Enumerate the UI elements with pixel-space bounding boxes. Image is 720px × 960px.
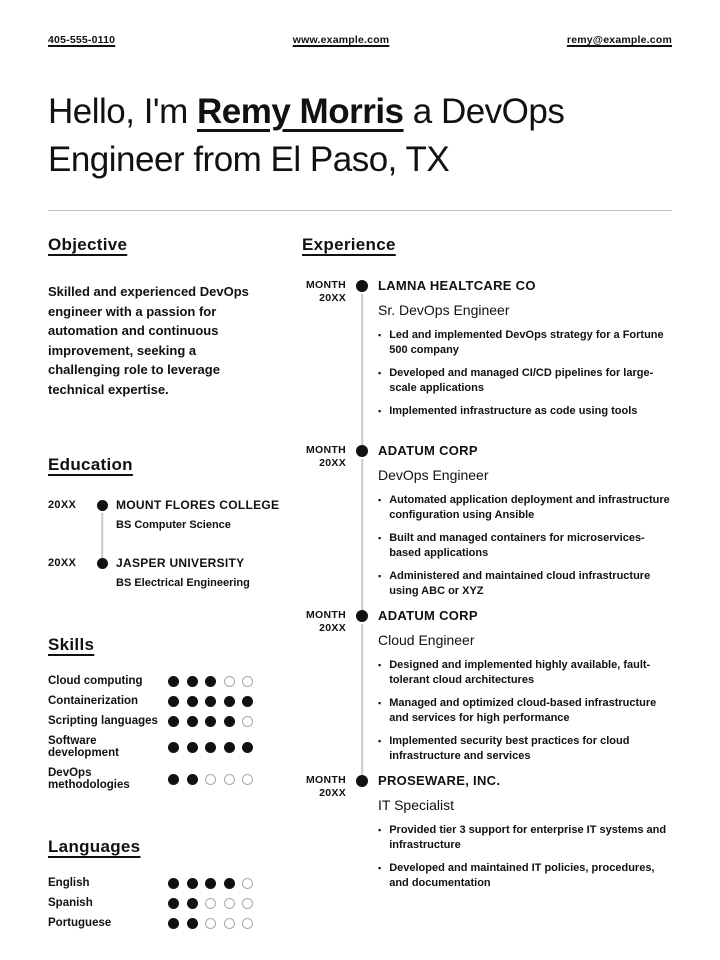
bullet-item — [378, 696, 672, 725]
bullet-text: Built and managed containers for microservices-based applications — [389, 532, 645, 559]
rating-dot-empty — [242, 676, 253, 687]
timeline-node — [346, 608, 378, 773]
experience-entry — [302, 443, 672, 608]
bullet-item — [378, 366, 672, 395]
bullet-item — [378, 493, 672, 522]
skill-row — [48, 735, 280, 759]
bullet-text: Led and implemented DevOps strategy for a Fortune 500 company — [389, 329, 664, 356]
rating-dot-filled — [187, 898, 198, 909]
rating-dot-empty — [224, 676, 235, 687]
job-bullets — [378, 823, 672, 890]
rating-dot-filled — [187, 742, 198, 753]
timeline-dot-icon — [356, 610, 368, 622]
rating-dot-empty — [224, 898, 235, 909]
rating-dot-filled — [242, 696, 253, 707]
languages-heading: Languages — [48, 837, 141, 856]
rating-dot-filled — [168, 676, 179, 687]
rating-dot-filled — [187, 696, 198, 707]
language-label: Portuguese — [48, 917, 112, 929]
experience-entry — [302, 278, 672, 443]
skill-label: Cloud computing — [48, 675, 143, 687]
job-title: DevOps Engineer — [378, 467, 489, 483]
education-entry-body — [116, 498, 280, 556]
education-date: 20XX — [48, 557, 77, 569]
job-title: Sr. DevOps Engineer — [378, 302, 510, 318]
experience-entry-body — [378, 443, 672, 608]
language-rating — [168, 918, 253, 929]
experience-entry-body — [378, 608, 672, 773]
timeline-dot-icon — [97, 558, 108, 569]
company-name: ADATUM CORP — [378, 443, 478, 458]
skill-rating — [168, 676, 253, 687]
rating-dot-empty — [205, 774, 216, 785]
website-link[interactable]: www.example.com — [292, 34, 390, 46]
rating-dot-filled — [224, 696, 235, 707]
objective-heading: Objective — [48, 235, 128, 254]
timeline-dot-icon — [356, 280, 368, 292]
skill-rating — [168, 716, 253, 727]
bullet-icon — [378, 696, 381, 725]
degree-name: BS Electrical Engineering — [116, 577, 250, 589]
bullet-item — [378, 861, 672, 890]
objective-text: Skilled and experienced DevOps engineer with a passion for automation and continuous improvement, seeking a challenging role to leverage technical expertise. — [48, 284, 249, 397]
bullet-icon — [378, 328, 381, 357]
timeline-node — [346, 443, 378, 608]
hero-heading — [48, 88, 672, 184]
language-rating — [168, 878, 253, 889]
experience-date: MONTH 20XX — [306, 774, 346, 799]
bullet-icon — [378, 823, 381, 852]
bullet-item — [378, 328, 672, 357]
phone-link[interactable]: 405-555-0110 — [48, 34, 116, 46]
experience-section — [302, 235, 672, 899]
rating-dot-filled — [187, 918, 198, 929]
rating-dot-filled — [168, 774, 179, 785]
rating-dot-empty — [242, 898, 253, 909]
left-column — [48, 235, 280, 929]
skills-rows — [48, 675, 280, 791]
rating-dot-filled — [187, 878, 198, 889]
job-title: IT Specialist — [378, 797, 454, 813]
timeline-node — [88, 556, 116, 589]
bullet-item — [378, 658, 672, 687]
skill-rating — [168, 696, 253, 707]
bullet-text: Developed and managed CI/CD pipelines for large-scale applications — [389, 367, 654, 394]
skills-section — [48, 635, 280, 791]
job-bullets — [378, 493, 672, 598]
language-row — [48, 917, 280, 929]
rating-dot-empty — [205, 898, 216, 909]
experience-entries — [302, 278, 672, 899]
rating-dot-filled — [168, 918, 179, 929]
bullet-icon — [378, 531, 381, 560]
timeline-node — [346, 278, 378, 443]
bullet-text: Automated application deployment and infrastructure configuration using Ansible — [389, 494, 670, 521]
education-entries — [48, 498, 280, 589]
candidate-name: Remy Morris — [197, 92, 404, 131]
rating-dot-filled — [187, 774, 198, 785]
experience-entry-body — [378, 278, 672, 443]
timeline-node — [88, 498, 116, 556]
experience-date: MONTH 20XX — [306, 279, 346, 304]
company-name: LAMNA HEALTCARE CO — [378, 278, 536, 293]
rating-dot-filled — [224, 716, 235, 727]
hero-suffix: a DevOps Engineer from El Paso, TX — [48, 92, 565, 179]
rating-dot-empty — [242, 716, 253, 727]
education-section — [48, 455, 280, 589]
email-link[interactable]: remy@example.com — [566, 34, 672, 46]
bullet-item — [378, 404, 672, 419]
rating-dot-filled — [205, 878, 216, 889]
language-label: Spanish — [48, 897, 93, 909]
bullet-icon — [378, 658, 381, 687]
skill-rating — [168, 742, 253, 753]
company-name: ADATUM CORP — [378, 608, 478, 623]
bullet-text: Developed and maintained IT policies, procedures, and documentation — [389, 862, 655, 889]
right-column — [302, 235, 672, 929]
bullet-text: Designed and implemented highly available, fault-tolerant cloud architectures — [389, 659, 651, 686]
objective-section — [48, 235, 280, 399]
skill-label: Scripting languages — [48, 715, 158, 727]
job-bullets — [378, 328, 672, 419]
rating-dot-empty — [242, 878, 253, 889]
bullet-item — [378, 823, 672, 852]
experience-date: MONTH 20XX — [306, 444, 346, 469]
rating-dot-empty — [242, 918, 253, 929]
skill-label: DevOps methodologies — [48, 767, 130, 791]
rating-dot-filled — [205, 696, 216, 707]
company-name: PROSEWARE, INC. — [378, 773, 501, 788]
education-entry — [48, 498, 280, 556]
school-name: JASPER UNIVERSITY — [116, 556, 245, 570]
bullet-item — [378, 734, 672, 763]
school-name: MOUNT FLORES COLLEGE — [116, 498, 280, 512]
timeline-dot-icon — [356, 775, 368, 787]
skill-row — [48, 767, 280, 791]
skills-heading: Skills — [48, 635, 95, 654]
rating-dot-filled — [224, 878, 235, 889]
rating-dot-filled — [168, 696, 179, 707]
rating-dot-empty — [242, 774, 253, 785]
education-heading: Education — [48, 455, 133, 474]
rating-dot-filled — [168, 898, 179, 909]
rating-dot-filled — [168, 878, 179, 889]
education-date: 20XX — [48, 499, 77, 511]
bullet-text: Provided tier 3 support for enterprise IT systems and infrastructure — [389, 824, 667, 851]
rating-dot-filled — [187, 716, 198, 727]
bullet-text: Implemented security best practices for cloud infrastructure and services — [389, 735, 630, 762]
language-rows — [48, 877, 280, 929]
rating-dot-filled — [205, 676, 216, 687]
experience-entry-body — [378, 773, 672, 899]
timeline-node — [346, 773, 378, 899]
rating-dot-filled — [168, 716, 179, 727]
bullet-icon — [378, 366, 381, 395]
language-label: English — [48, 877, 90, 889]
bullet-item — [378, 569, 672, 598]
rating-dot-filled — [242, 742, 253, 753]
timeline-dot-icon — [356, 445, 368, 457]
rating-dot-filled — [205, 742, 216, 753]
bullet-icon — [378, 404, 381, 419]
hero-prefix: Hello, I'm — [48, 92, 197, 131]
language-row — [48, 877, 280, 889]
skill-label: Software development — [48, 735, 119, 759]
skill-row — [48, 695, 280, 707]
bullet-icon — [378, 861, 381, 890]
bullet-icon — [378, 569, 381, 598]
bullet-icon — [378, 493, 381, 522]
degree-name: BS Computer Science — [116, 519, 231, 531]
rating-dot-filled — [205, 716, 216, 727]
experience-entry — [302, 773, 672, 899]
contact-header — [48, 34, 672, 46]
languages-section — [48, 837, 280, 929]
rating-dot-filled — [224, 742, 235, 753]
experience-heading: Experience — [302, 235, 396, 254]
divider-line — [48, 210, 672, 211]
rating-dot-filled — [168, 742, 179, 753]
bullet-item — [378, 531, 672, 560]
skill-rating — [168, 774, 253, 785]
skill-row — [48, 675, 280, 687]
experience-date: MONTH 20XX — [306, 609, 346, 634]
rating-dot-empty — [205, 918, 216, 929]
rating-dot-empty — [224, 918, 235, 929]
bullet-icon — [378, 734, 381, 763]
rating-dot-filled — [187, 676, 198, 687]
job-bullets — [378, 658, 672, 763]
rating-dot-empty — [224, 774, 235, 785]
skill-row — [48, 715, 280, 727]
job-title: Cloud Engineer — [378, 632, 475, 648]
experience-entry — [302, 608, 672, 773]
bullet-text: Administered and maintained cloud infrastructure using ABC or XYZ — [389, 570, 651, 597]
skill-label: Containerization — [48, 695, 139, 707]
language-rating — [168, 898, 253, 909]
content-columns — [48, 235, 672, 929]
bullet-text: Managed and optimized cloud-based infrastructure and services for high performance — [389, 697, 657, 724]
bullet-text: Implemented infrastructure as code using tools — [389, 405, 638, 417]
language-row — [48, 897, 280, 909]
timeline-dot-icon — [97, 500, 108, 511]
education-entry — [48, 556, 280, 589]
education-entry-body — [116, 556, 280, 589]
